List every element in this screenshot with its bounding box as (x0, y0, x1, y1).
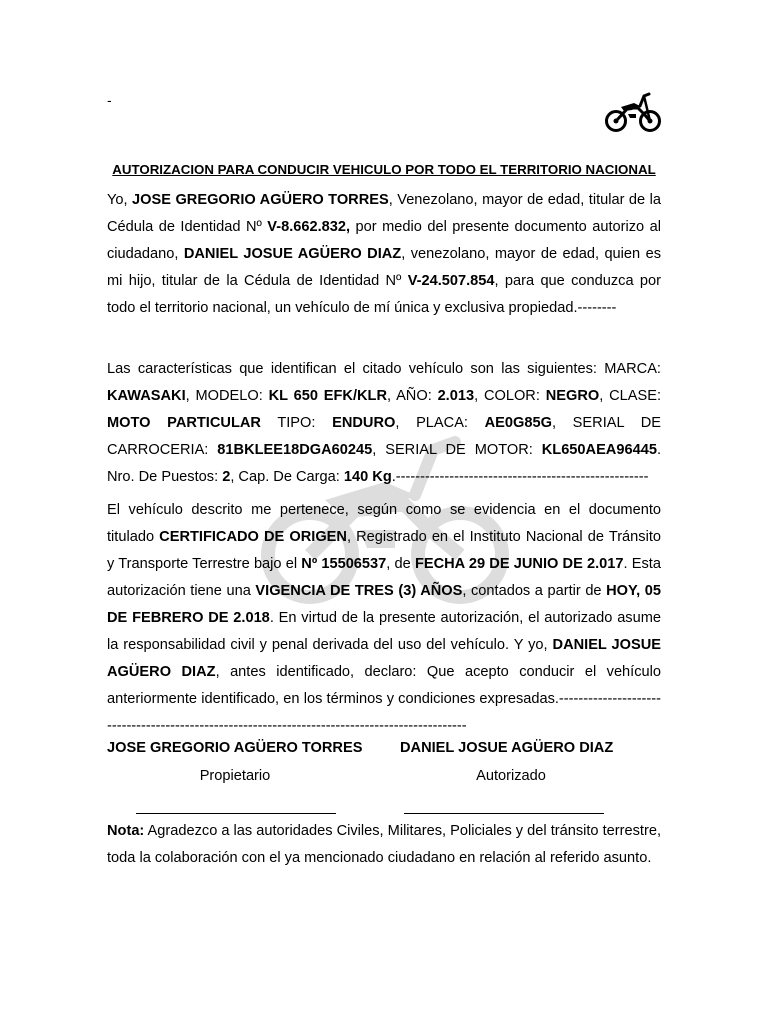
document-name: CERTIFICADO DE ORIGEN (159, 529, 347, 545)
driver-name: DANIEL JOSUE AGÜERO DIAZ (183, 246, 402, 262)
paragraph-note: Nota: Agradezco a las autoridades Civiles, Militares, Policiales y del tránsito terrestre, toda la colaboración con el ya mencionado ciudadano en relación al referido asunto. (107, 823, 661, 866)
owner-name: JOSE GREGORIO AGÜERO TORRES (132, 192, 389, 208)
document-title: AUTORIZACION PARA CONDUCIR VEHICULO POR TODO EL TERRITORIO NACIONAL (112, 162, 656, 177)
vehicle-model: KL 650 EFK/KLR (268, 388, 388, 404)
vehicle-class: MOTO PARTICULAR (107, 415, 261, 431)
paragraph-vehicle-details: Las características que identifican el citado vehículo son las siguientes: MARCA: KAWASAKI, MODELO: KL 650 EFK/KLR, AÑO: 2.013, COLOR: NEGRO, CLASE: MOTO PARTICULAR TIPO: ENDURO, PLACA: AE0G85G, SERIAL DE CARROCERIA: 81BKLEE18DGA60245, SERIAL DE MOTOR: KL650AEA96445. Nro. De Puestos: 2, Cap. De Carga: 140 Kg.---------------------------------------------------- (107, 361, 662, 485)
vehicle-type: ENDURO (332, 415, 396, 431)
signature-line-driver (404, 813, 604, 814)
vehicle-brand: KAWASAKI (107, 388, 186, 404)
signature-driver-role: Autorizado (476, 768, 546, 784)
vehicle-plate: AE0G85G (484, 415, 552, 431)
top-mark: - (107, 92, 112, 108)
registration-date: FECHA 29 DE JUNIO DE 2.017 (414, 556, 624, 572)
driver-id: V-24.507.854 (407, 273, 495, 289)
seat-count: 2 (222, 469, 231, 485)
motorcycle-icon (604, 88, 662, 134)
paragraph-ownership: El vehículo descrito me pertenece, según como se evidencia en el documento titulado CERTIFICADO DE ORIGEN, Registrado en el Instituto Nacional de Tránsito y Transporte Terrestre bajo el Nº 15506537, de FECHA 29 DE JUNIO DE 2.017. Esta autorización tiene una VIGENCIA DE TRES (3) AÑOS, contados a partir de HOY, 05 DE FEBRERO DE 2.018. En virtud de la presente autorización, el autorizado asume la responsabilidad civil y penal derivada del uso del vehículo. Y yo, DANIEL JOSUE AGÜERO DIAZ, antes identificado, declaro: Que acepto conducir el vehículo anteriormente identificado, en los términos y condiciones expresadas.----------------------------------------------------------------------------------------------- (107, 502, 662, 734)
signature-driver-name: DANIEL JOSUE AGÜERO DIAZ (400, 740, 614, 756)
body-serial: 81BKLEE18DGA60245 (217, 442, 373, 458)
signature-line-owner (136, 813, 336, 814)
vehicle-color: NEGRO (545, 388, 600, 404)
note-label: Nota: (107, 823, 145, 839)
start-date: HOY, 05 DE FEBRERO DE 2.018 (107, 583, 662, 626)
registration-number: Nº 15506537 (301, 556, 387, 572)
engine-serial: KL650AEA96445 (541, 442, 657, 458)
vehicle-year: 2.013 (437, 388, 475, 404)
signature-owner-name: JOSE GREGORIO AGÜERO TORRES (107, 740, 363, 756)
owner-id: V-8.662.832, (267, 219, 351, 235)
paragraph-authorization: Yo, JOSE GREGORIO AGÜERO TORRES, Venezolano, mayor de edad, titular de la Cédula de Identidad Nº V-8.662.832, por medio del presente documento autorizo al ciudadano, DANIEL JOSUE AGÜERO DIAZ, venezolano, mayor de edad, quien es mi hijo, titular de la Cédula de Identidad Nº V-24.507.854, para que conduzca por todo el territorio nacional, un vehículo de mí única y exclusiva propiedad.-------- (107, 192, 661, 316)
validity: VIGENCIA DE TRES (3) AÑOS (255, 583, 463, 599)
load-capacity: 140 Kg (343, 469, 392, 485)
driver-name: DANIEL JOSUE AGÜERO DIAZ (107, 637, 661, 680)
signature-owner-role: Propietario (199, 768, 271, 784)
